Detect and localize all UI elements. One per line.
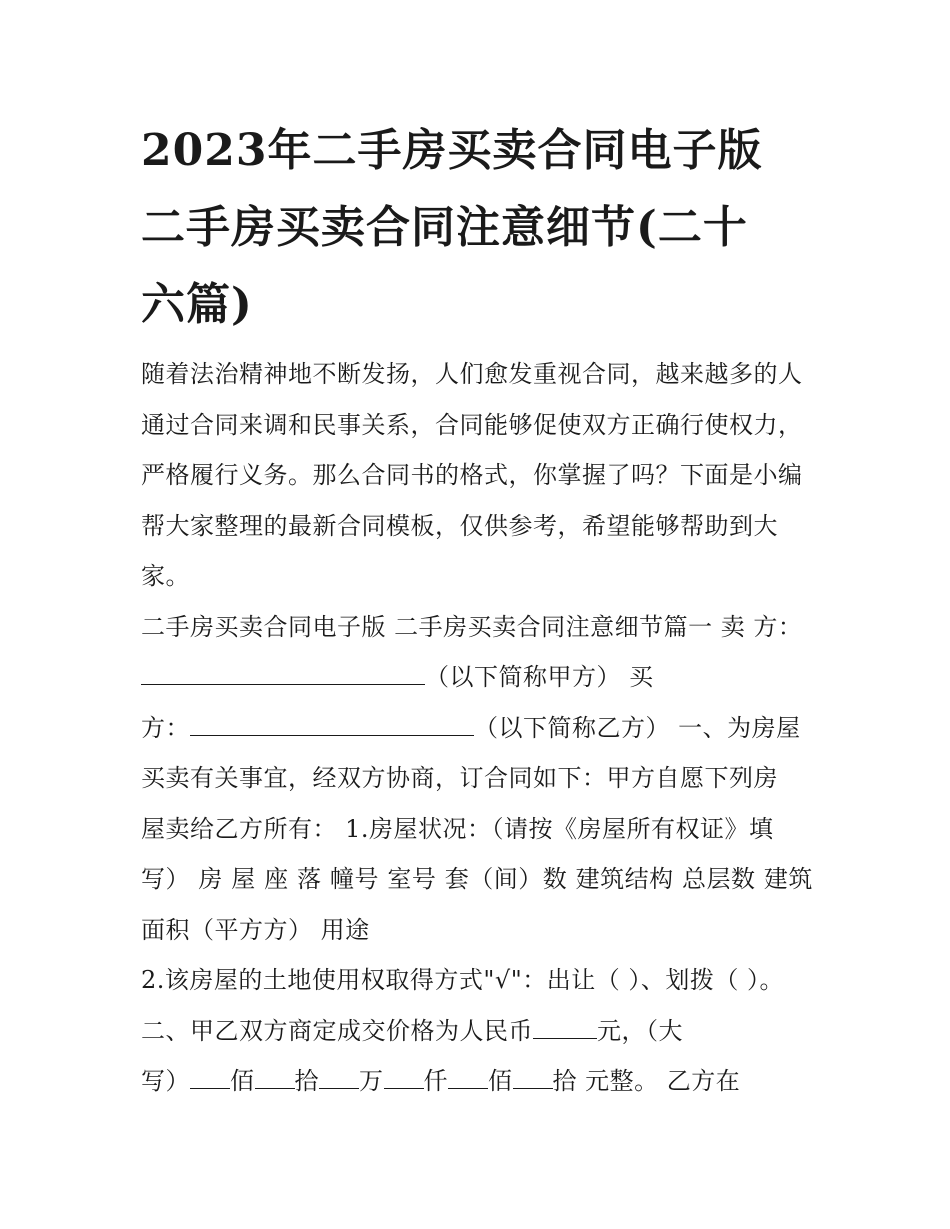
- buyer-blank[interactable]: [190, 709, 474, 736]
- amount-unit: 佰: [488, 1067, 513, 1095]
- intro-line-2: 通过合同来调和民事关系，合同能够促使双方正确行使权力，: [141, 410, 803, 439]
- contract-body: [141, 602, 813, 1107]
- intro-paragraph: [141, 349, 813, 602]
- amount-blank[interactable]: [255, 1062, 295, 1089]
- intro-line-3: 严格履行义务。那么合同书的格式，你掌握了吗？下面是小编: [141, 461, 803, 489]
- price-line: [141, 1006, 813, 1057]
- field-token: 建筑结构: [575, 865, 674, 893]
- intro-line-1: 随着法治精神地不断发扬，人们愈发重视合同，越来越多的人: [141, 360, 803, 388]
- field-token: 室号: [387, 865, 437, 893]
- body-line-2: 屋卖给乙方所有： 1.房屋状况：（请按《房屋所有权证》填: [141, 814, 774, 843]
- buyer-line: [141, 703, 813, 754]
- seller-blank[interactable]: [141, 658, 425, 685]
- title-line-1: 2023年二手房买卖合同电子版: [141, 125, 763, 176]
- section1-heading: 二手房买卖合同电子版 二手房买卖合同注意细节篇一 卖 方：: [141, 612, 803, 641]
- amount-blank[interactable]: [319, 1062, 359, 1089]
- field-token: 房: [198, 865, 223, 893]
- document-page: [141, 112, 813, 1107]
- intro-line-4: 帮大家整理的最新合同模板，仅供参考，希望能够帮助到大: [141, 511, 778, 540]
- field-token: 写）: [141, 865, 190, 893]
- land-use-line: 2.该房屋的土地使用权取得方式"√"：出让（ ）、划拨（ ）。: [141, 966, 785, 994]
- field-token: 落: [297, 865, 322, 893]
- seller-suffix: （以下简称甲方） 买: [425, 663, 654, 691]
- price-suffix: 元，（大: [597, 1016, 683, 1045]
- title-line-2: 二手房买卖合同注意细节(二十: [141, 202, 748, 253]
- area-line: 面积（平方方） 用途: [141, 915, 370, 944]
- amount-blank[interactable]: [513, 1062, 553, 1089]
- amount-start: 写）: [141, 1067, 190, 1095]
- field-token: 套（间）数: [444, 865, 568, 893]
- property-fields-line: [141, 854, 813, 905]
- amount-blank[interactable]: [448, 1062, 488, 1089]
- title-line-3: 六篇): [141, 279, 253, 330]
- seller-line: [141, 652, 813, 703]
- amount-blank[interactable]: [384, 1062, 424, 1089]
- intro-line-5: 家。: [141, 562, 190, 590]
- buyer-suffix: （以下简称乙方） 一、为房屋: [474, 713, 801, 742]
- field-token: 建筑: [763, 865, 813, 893]
- amount-unit: 拾 元整。 乙方在: [552, 1067, 741, 1095]
- amount-unit: 仟: [423, 1067, 448, 1095]
- field-token: 总层数: [682, 865, 756, 893]
- buyer-prefix: 方：: [141, 713, 190, 742]
- body-line-1: 买卖有关事宜，经双方协商，订合同如下：甲方自愿下列房: [141, 764, 778, 792]
- amount-unit: 万: [359, 1067, 384, 1095]
- amount-unit: 佰: [230, 1067, 255, 1095]
- amount-unit: 拾: [294, 1067, 319, 1095]
- price-blank[interactable]: [533, 1012, 597, 1039]
- price-prefix: 二、甲乙双方商定成交价格为人民币: [141, 1016, 533, 1045]
- amount-line: [141, 1056, 813, 1107]
- field-token: 座: [264, 865, 289, 893]
- field-token: 幢号: [329, 865, 379, 893]
- amount-blank[interactable]: [190, 1062, 230, 1089]
- document-title: [141, 112, 813, 343]
- field-token: 屋: [231, 865, 256, 893]
